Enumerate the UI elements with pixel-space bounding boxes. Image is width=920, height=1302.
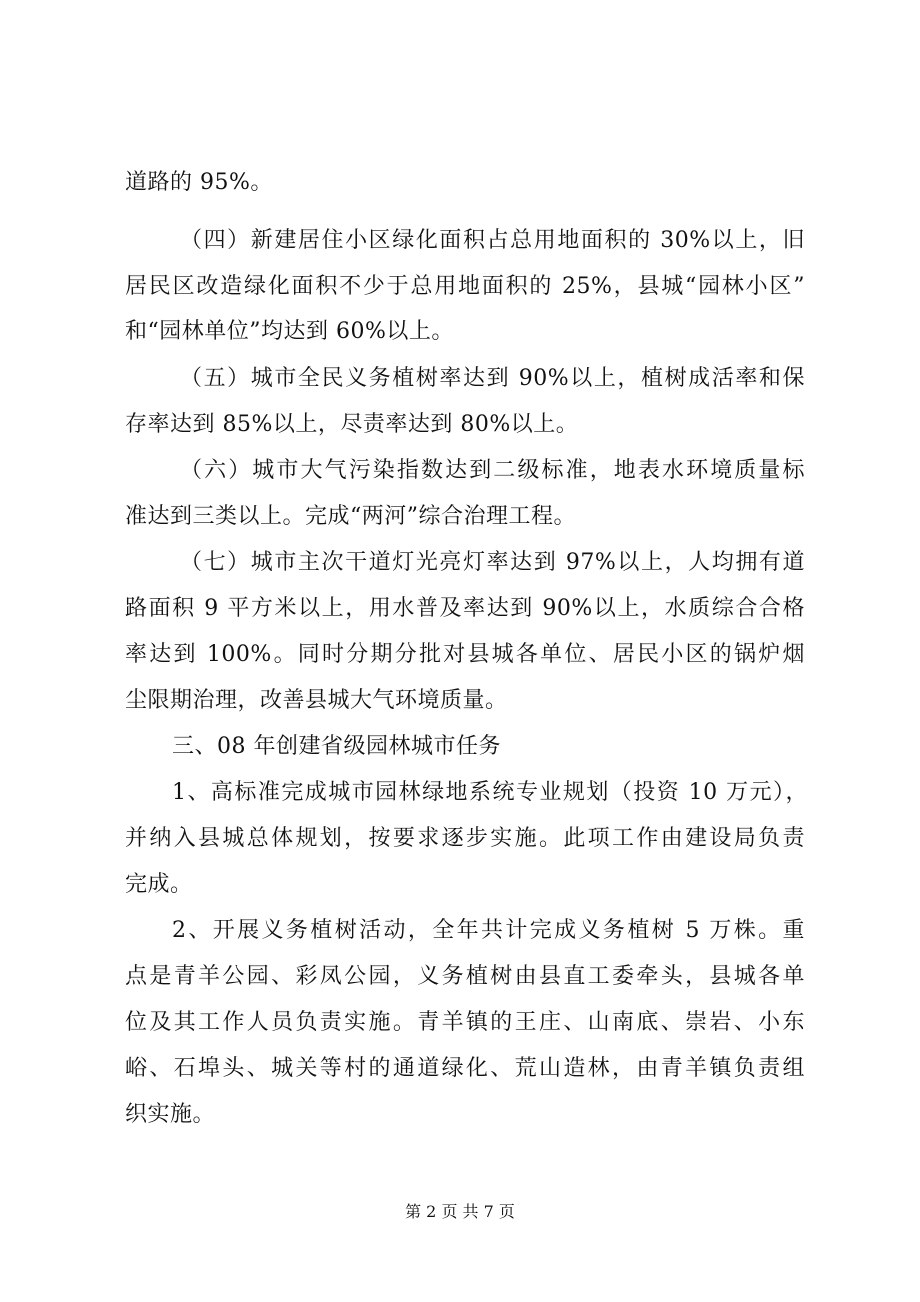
text-line-12: 尘限期治理，改善县城大气环境质量。 [125, 688, 508, 713]
text-line-1: 道路的 95%。 [125, 170, 273, 195]
text-line-4: 和“园林单位”均达到 60%以上。 [125, 319, 454, 344]
text-line-17: 2、开展义务植树活动，全年共计完成义务植树 5 万株。重 [172, 918, 805, 943]
text-line-6: 存率达到 85%以上，尽责率达到 80%以上。 [125, 412, 579, 437]
text-line-8: 准达到三类以上。完成“两河”综合治理工程。 [125, 504, 576, 529]
text-line-2: （四）新建居住小区绿化面积占总用地面积的 30%以上，旧 [180, 228, 805, 253]
text-line-11: 率达到 100%。同时分期分批对县城各单位、居民小区的锅炉烟 [125, 642, 805, 667]
text-line-15: 并纳入县城总体规划，按要求逐步实施。此项工作由建设局负责 [125, 826, 805, 851]
text-line-7: （六）城市大气污染指数达到二级标准，地表水环境质量标 [180, 458, 805, 483]
text-line-21: 织实施。 [125, 1102, 216, 1127]
text-line-5: （五）城市全民义务植树率达到 90%以上，植树成活率和保 [180, 366, 805, 391]
section-heading: 三、08 年创建省级园林城市任务 [172, 734, 501, 759]
text-line-20: 峪、石埠头、城关等村的通道绿化、荒山造林，由青羊镇负责组 [125, 1056, 805, 1081]
text-line-19: 位及其工作人员负责实施。青羊镇的王庄、山南底、崇岩、小东 [125, 1010, 805, 1035]
text-line-16: 完成。 [125, 872, 193, 897]
text-line-10: 路面积 9 平方米以上，用水普及率达到 90%以上，水质综合合格 [125, 596, 805, 621]
text-line-3: 居民区改造绿化面积不少于总用地面积的 25%，县城“园林小区” [125, 274, 805, 299]
text-line-14: 1、高标准完成城市园林绿地系统专业规划（投资 10 万元）， [172, 780, 808, 805]
text-line-9: （七）城市主次干道灯光亮灯率达到 97%以上，人均拥有道 [180, 550, 805, 575]
page-footer: 第 2 页 共 7 页 [405, 1202, 515, 1221]
text-line-18: 点是青羊公园、彩凤公园，义务植树由县直工委牵头，县城各单 [125, 964, 805, 989]
